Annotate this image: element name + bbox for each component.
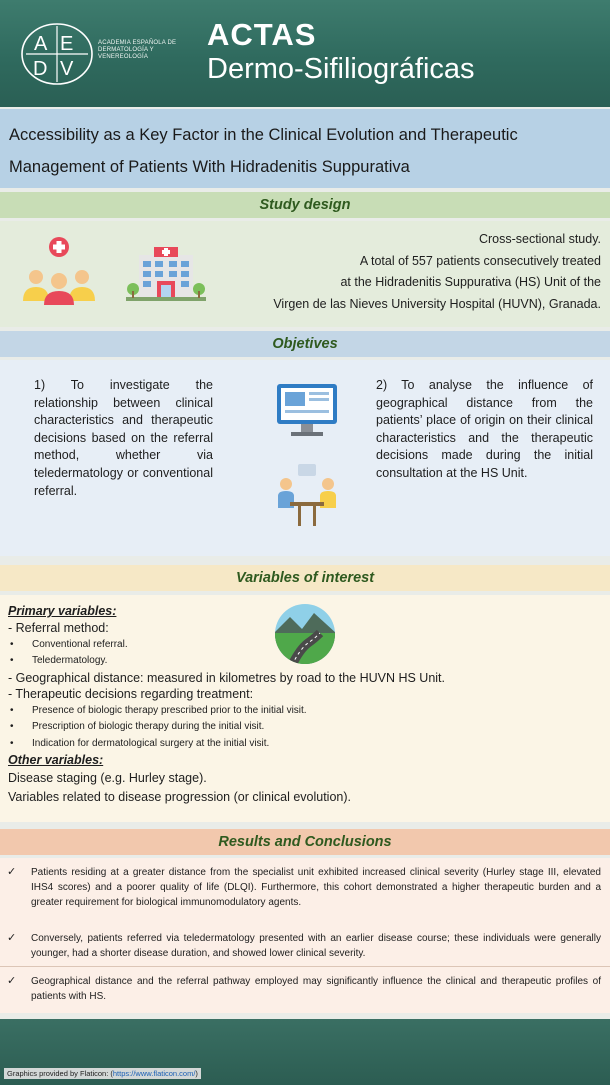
svg-text:E: E [60, 33, 74, 55]
credit-suffix: ) [195, 1069, 198, 1078]
check-icon: ✓ [7, 975, 17, 987]
svg-text:D: D [33, 58, 48, 80]
geographical-distance: - Geographical distance: measured in kilometres by road to the HUVN HS Unit. [8, 670, 445, 685]
journal-name-line2: Dermo-Sifiliográficas [207, 53, 475, 85]
therapeutic-decisions: - Therapeutic decisions regarding treatment: [8, 687, 254, 701]
teledermatology-monitor-icon [273, 382, 341, 440]
svg-text:V: V [60, 58, 74, 80]
journal-header [0, 0, 610, 107]
objectives-heading: Objetives [0, 331, 610, 357]
variables-list [8, 603, 598, 807]
results-panel [0, 858, 610, 1013]
result-text: Geographical distance and the referral pathway employed may significantly influence the clinical and therapeutic profiles of patients with HS. [31, 976, 601, 1003]
study-design-heading: Study design [0, 192, 610, 218]
referral-item: • Conventional referral. [8, 637, 598, 654]
objective-2: 2) To analyse the influence of geographical distance from the patients’ place of origin on their clinical characteristics and the therapeutic decisions made during the initial consultation at the HS Unit. [376, 378, 593, 480]
result-item [0, 974, 610, 1004]
variables-heading: Variables of interest [0, 565, 610, 591]
credit-prefix: Graphics provided by Flaticon: ( [7, 1069, 113, 1078]
hospital-icon [126, 243, 206, 301]
check-icon: ✓ [7, 866, 17, 878]
therapeutic-item: • Indication for dermatological surgery at the initial visit. [8, 736, 598, 753]
result-item [0, 865, 610, 911]
result-text: Patients residing at a greater distance from the specialist unit exhibited increased clinical severity (Hurley stage III, elevated IHS4 scores) and a poorer quality of life (DLQI). Furthermore, this cohort demonstrated a higher therapeutic burden and a greater requirement for biological immunomodulatory agents. [31, 867, 601, 909]
other-variable: Disease staging (e.g. Hurley stage). [8, 771, 207, 785]
objectives-panel [0, 360, 610, 556]
referral-method: - Referral method: [8, 621, 109, 635]
check-icon: ✓ [7, 932, 17, 944]
svg-text:A: A [34, 33, 48, 55]
other-variables-heading: Other variables: [8, 753, 104, 767]
therapeutic-item: • Presence of biologic therapy prescribed prior to the initial visit. [8, 703, 598, 720]
study-design-panel [0, 221, 610, 327]
objective-1: 1) To investigate the relationship between clinical characteristics and therapeutic decisions based on the referral method, whether via teledermatology or conventional referral. [34, 378, 213, 498]
study-line: Cross-sectional study. [478, 232, 601, 246]
referral-item: • Teledermatology. [8, 653, 598, 670]
study-line: A total of 557 patients consecutively treated [359, 253, 601, 268]
medical-team-icon [20, 235, 98, 305]
variables-panel [0, 595, 610, 822]
aedv-logo [20, 22, 94, 86]
primary-variables-heading: Primary variables: [8, 604, 117, 618]
divider [0, 966, 610, 967]
graphics-credit [4, 1068, 201, 1079]
academy-name: ACADEMIA ESPAÑOLA DE DERMATOLOGÍA Y VENEREOLOGÍA [98, 40, 177, 60]
other-variable: Variables related to disease progression (or clinical evolution). [8, 790, 351, 804]
flaticon-link[interactable]: https://www.flaticon.com/ [112, 1069, 196, 1078]
title-line-2: Management of Patients With Hidradenitis Suppurativa [9, 158, 410, 176]
journal-name-line1: ACTAS [207, 17, 317, 52]
results-heading: Results and Conclusions [0, 829, 610, 855]
study-line: at the Hidradenitis Suppurativa (HS) Unit of the [340, 275, 601, 289]
title-line-1: Accessibility as a Key Factor in the Clinical Evolution and Therapeutic [9, 126, 518, 144]
therapeutic-item: • Prescription of biologic therapy during the initial visit. [8, 719, 598, 736]
result-text: Conversely, patients referred via teledermatology presented with an earlier disease course; these individuals were generally younger, had a shorter disease duration, and showed lower clinical severity. [31, 933, 601, 960]
study-line: Virgen de las Nieves University Hospital (HUVN), Granada. [273, 296, 601, 311]
study-design-text [273, 229, 601, 315]
article-title [0, 109, 610, 188]
result-item [0, 931, 610, 961]
consultation-icon [276, 464, 338, 528]
